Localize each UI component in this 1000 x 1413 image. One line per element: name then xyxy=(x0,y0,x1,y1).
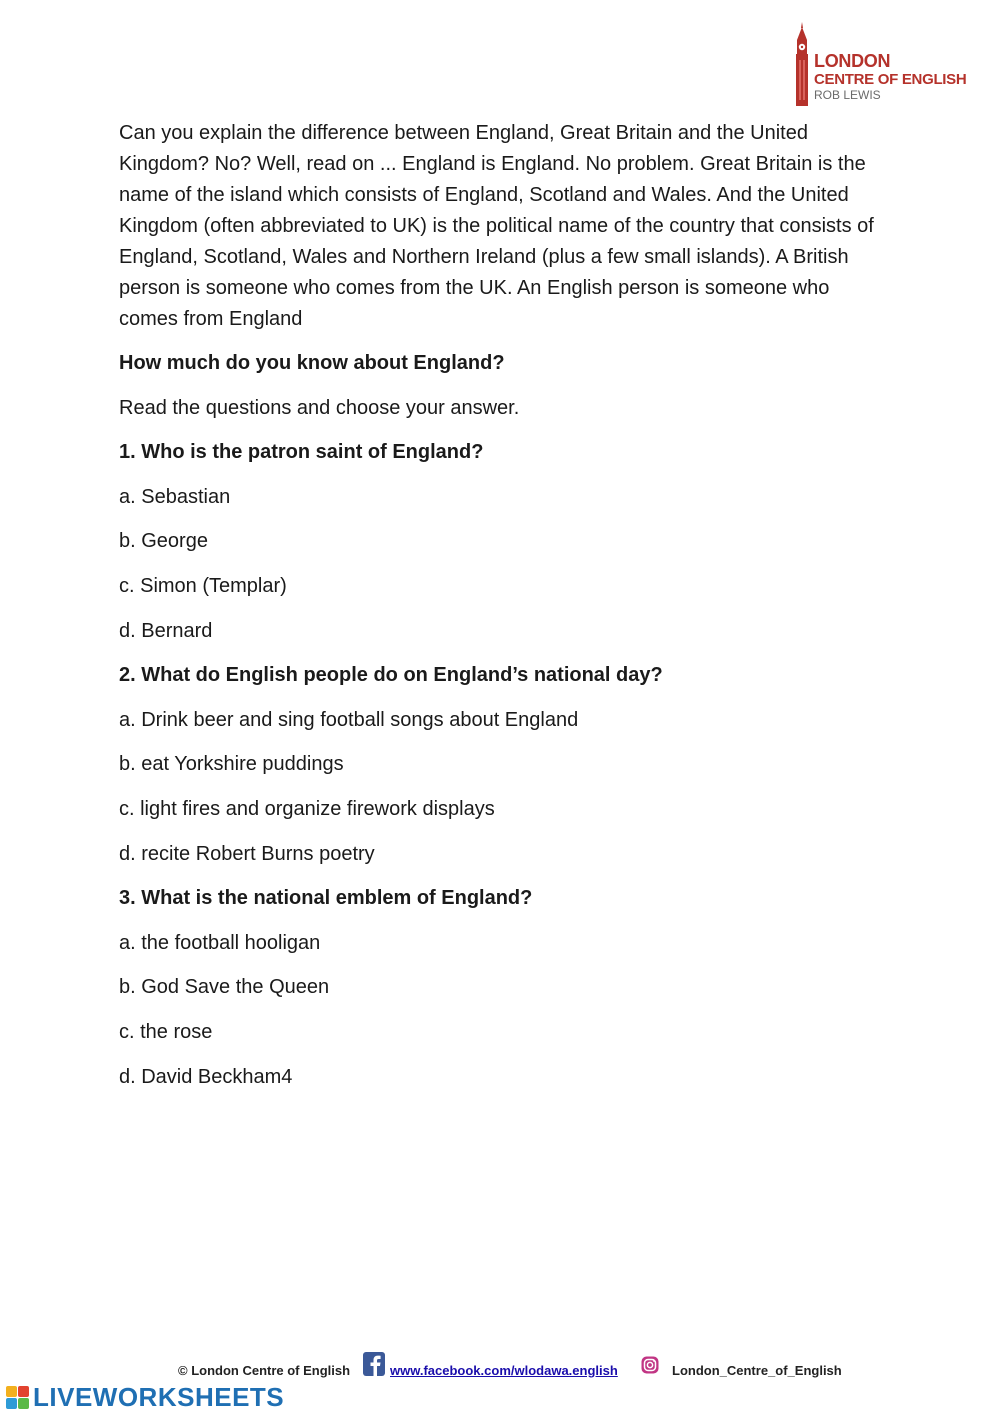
instructions: Read the questions and choose your answer. xyxy=(119,396,520,419)
school-logo xyxy=(792,22,972,106)
question-1: 1. Who is the patron saint of England? xyxy=(119,441,484,464)
question-2: 2. What do English people do on England’s national day? xyxy=(119,664,663,687)
question-2-option-a[interactable]: a. Drink beer and sing football songs about England xyxy=(119,708,579,731)
facebook-icon xyxy=(363,1352,385,1376)
question-3-option-b[interactable]: b. God Save the Queen xyxy=(119,976,330,999)
intro-paragraph: Can you explain the difference between England, Great Britain and the United Kingdom? No? Well, read on ... England is England. No problem. Great Britain is the name of the island which consists of England, Scotland and Wales. And the United Kingdom (often abbreviated to UK) is the political name of the country that consists of England, Scotland, Wales and Northern Ireland (plus a few small islands). A British person is someone who comes from the UK. An English person is someone who comes from England xyxy=(119,122,874,330)
question-2-option-c[interactable]: c. light fires and organize firework displays xyxy=(119,797,495,820)
instagram-handle: London_Centre_of_English xyxy=(672,1363,842,1378)
liveworksheets-wordmark: LIVEWORKSHEETS xyxy=(33,1382,285,1412)
footer-copyright: © London Centre of English xyxy=(178,1363,351,1378)
logo-title: LONDON xyxy=(814,51,891,71)
logo-author: ROB LEWIS xyxy=(814,88,881,102)
question-2-option-b[interactable]: b. eat Yorkshire puddings xyxy=(119,753,344,776)
question-3-option-a[interactable]: a. the football hooligan xyxy=(119,931,321,954)
question-1-option-b[interactable]: b. George xyxy=(119,530,208,553)
facebook-link[interactable]: www.facebook.com/wlodawa.english xyxy=(390,1363,618,1378)
question-1-option-d[interactable]: d. Bernard xyxy=(119,619,213,642)
question-1-option-c[interactable]: c. Simon (Templar) xyxy=(119,574,287,597)
question-3-option-d[interactable]: d. David Beckham4 xyxy=(119,1065,293,1088)
instagram-icon xyxy=(641,1356,659,1374)
liveworksheets-blocks-icon xyxy=(6,1386,30,1410)
worksheet-content xyxy=(119,118,889,1099)
page-footer xyxy=(178,1350,858,1380)
question-3: 3. What is the national emblem of England? xyxy=(119,887,533,910)
question-3-option-c[interactable]: c. the rose xyxy=(119,1020,213,1043)
question-1-option-a[interactable]: a. Sebastian xyxy=(119,485,231,508)
section-heading: How much do you know about England? xyxy=(119,352,505,374)
logo-subtitle: CENTRE OF ENGLISH xyxy=(814,71,967,88)
big-ben-tower-icon xyxy=(792,22,812,106)
question-2-option-d[interactable]: d. recite Robert Burns poetry xyxy=(119,842,375,865)
